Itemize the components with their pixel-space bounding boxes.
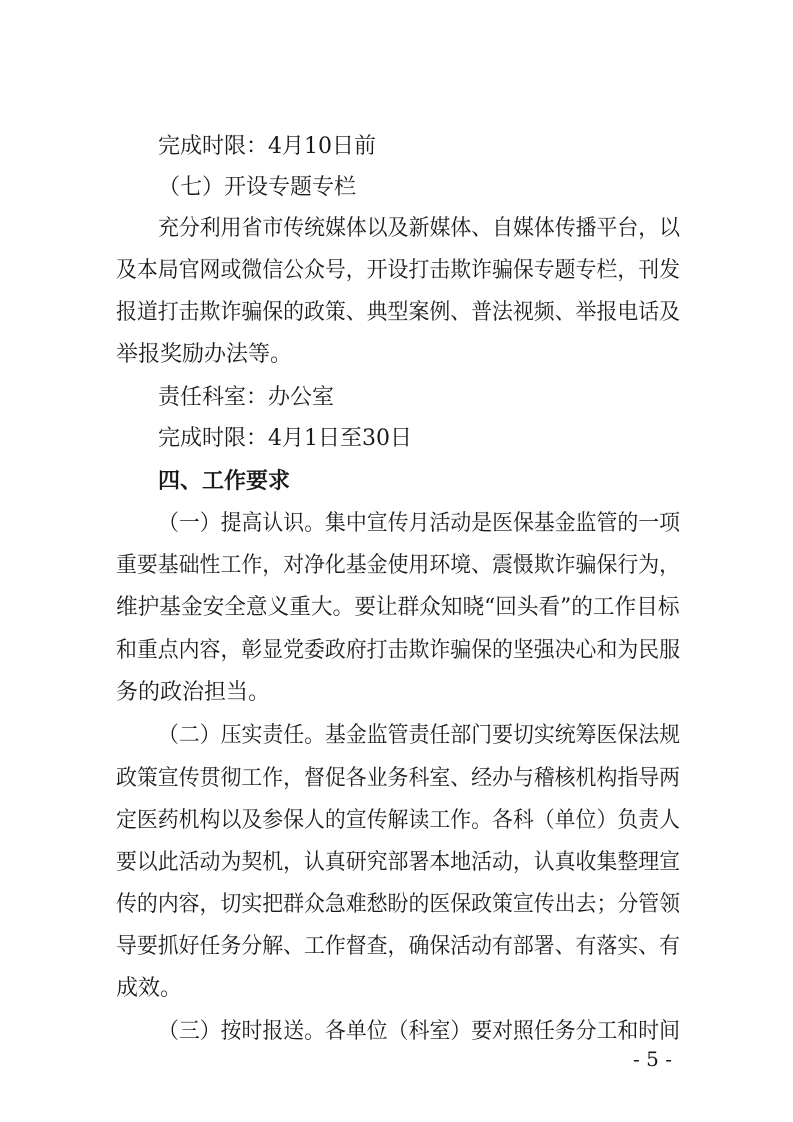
responsible-office-line: 责任科室：办公室 bbox=[158, 385, 335, 410]
paragraph-line: 传的内容，切实把群众急难愁盼的医保政策宣传出去；分管领 bbox=[116, 892, 681, 917]
paragraph-line: 定医药机构以及参保人的宣传解读工作。各科（单位）负责人 bbox=[116, 808, 681, 833]
page-number: - 5 - bbox=[633, 1047, 672, 1071]
paragraph-line: 充分利用省市传统媒体以及新媒体、自媒体传播平台，以 bbox=[158, 216, 681, 241]
paragraph-line: 导要抓好任务分解、工作督查，确保活动有部署、有落实、有 bbox=[116, 934, 681, 959]
paragraph-line: （一）提高认识。集中宣传月活动是医保基金监管的一项 bbox=[158, 511, 681, 536]
paragraph-line: 举报奖励办法等。 bbox=[116, 342, 293, 367]
paragraph-line: 要以此活动为契机，认真研究部署本地活动，认真收集整理宣 bbox=[116, 850, 681, 875]
section-heading-7: （七）开设专题专栏 bbox=[158, 175, 357, 200]
paragraph-line: （二）压实责任。基金监管责任部门要切实统筹医保法规 bbox=[158, 723, 681, 748]
paragraph-line: 及本局官网或微信公众号，开设打击欺诈骗保专题专栏，刊发 bbox=[116, 258, 681, 283]
paragraph-line: 成效。 bbox=[116, 976, 183, 1001]
paragraph-line: 和重点内容，彰显党委政府打击欺诈骗保的坚强决心和为民服 bbox=[116, 638, 681, 663]
section-heading-4: 四、工作要求 bbox=[158, 469, 291, 494]
paragraph-line: 务的政治担当。 bbox=[116, 680, 271, 705]
paragraph-line: 报道打击欺诈骗保的政策、典型案例、普法视频、举报电话及 bbox=[116, 300, 681, 325]
paragraph-line: 重要基础性工作，对净化基金使用环境、震慑欺诈骗保行为， bbox=[116, 553, 681, 578]
paragraph-line: 政策宣传贯彻工作，督促各业务科室、经办与稽核机构指导两 bbox=[116, 766, 681, 791]
paragraph-line: （三）按时报送。各单位（科室）要对照任务分工和时间 bbox=[158, 1019, 681, 1044]
completion-deadline-line: 完成时限：4月1日至30日 bbox=[158, 426, 412, 451]
paragraph-line: 维护基金安全意义重大。要让群众知晓“回头看”的工作目标 bbox=[116, 595, 680, 620]
completion-deadline-line: 完成时限：4月10日前 bbox=[158, 134, 376, 159]
